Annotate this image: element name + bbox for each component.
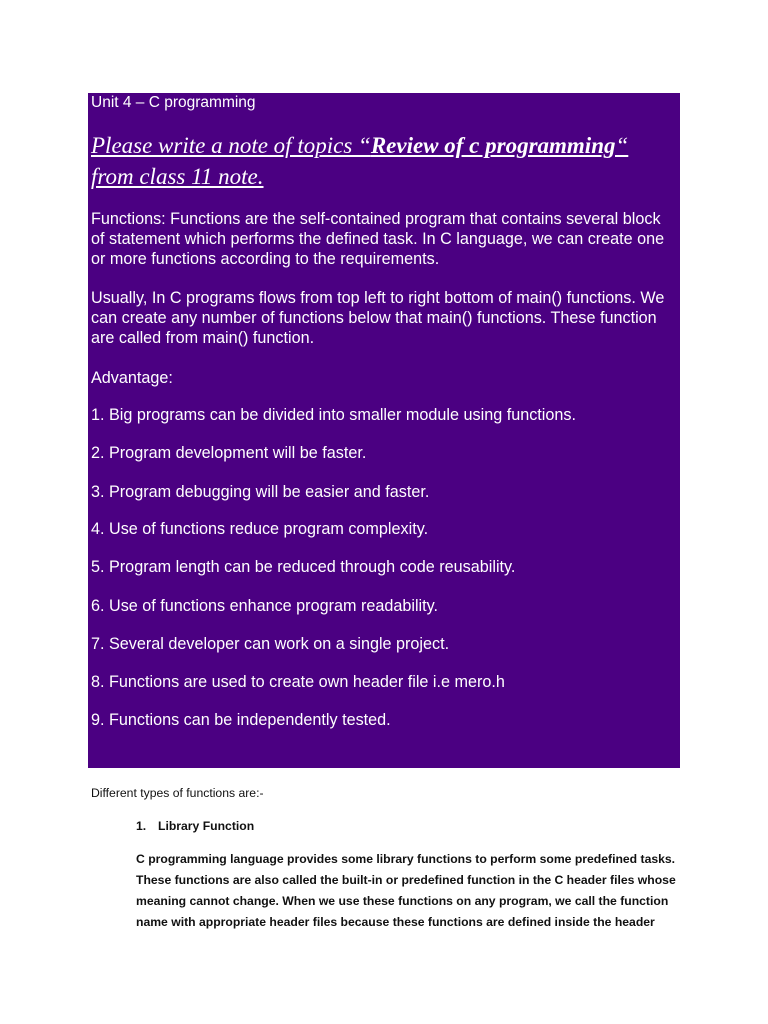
highlighted-note-box: [88, 93, 680, 768]
advantage-item: 2. Program development will be faster.: [91, 444, 367, 462]
heading-bold: Review of c programming: [370, 133, 616, 158]
library-function-title: Library Function: [158, 819, 255, 833]
advantage-item: 1. Big programs can be divided into smaller module using functions.: [91, 406, 576, 424]
list-number: 1.: [136, 819, 147, 833]
advantage-label: Advantage:: [91, 369, 173, 387]
library-function-paragraph: C programming language provides some library functions to perform some predefined tasks. These functions are also called the built-in or predefined function in the C header files whose meaning cannot change. When we use these functions on any program, we call the function name with appropriate header files because these functions are defined inside the header: [136, 852, 676, 929]
function-types-label: Different types of functions are:-: [91, 786, 264, 800]
advantage-item: 5. Program length can be reduced through code reusability.: [91, 558, 516, 576]
advantage-item: 9. Functions can be independently tested.: [91, 711, 391, 729]
library-function-heading: [136, 819, 254, 833]
advantage-item: 6. Use of functions enhance program readability.: [91, 597, 439, 615]
heading-suffix: “ from class 11 note.: [91, 133, 629, 189]
usually-paragraph: Usually, In C programs flows from top left to right bottom of main() functions. We can create any number of functions below that main() functions. These function are called from main() function.: [91, 289, 665, 347]
advantage-item: 7. Several developer can work on a single project.: [91, 635, 450, 653]
heading-prefix: Please write a note of topics “: [91, 133, 371, 158]
advantage-item: 3. Program debugging will be easier and faster.: [91, 483, 430, 501]
advantage-item: 4. Use of functions reduce program complexity.: [91, 520, 429, 538]
note-heading: [91, 130, 676, 192]
advantage-item: 8. Functions are used to create own header file i.e mero.h: [91, 673, 505, 691]
unit-title: Unit 4 – C programming: [91, 94, 256, 111]
functions-paragraph: Functions: Functions are the self-contained program that contains several block of statement which performs the defined task. In C language, we can create one or more functions according to the requirements.: [91, 210, 665, 268]
